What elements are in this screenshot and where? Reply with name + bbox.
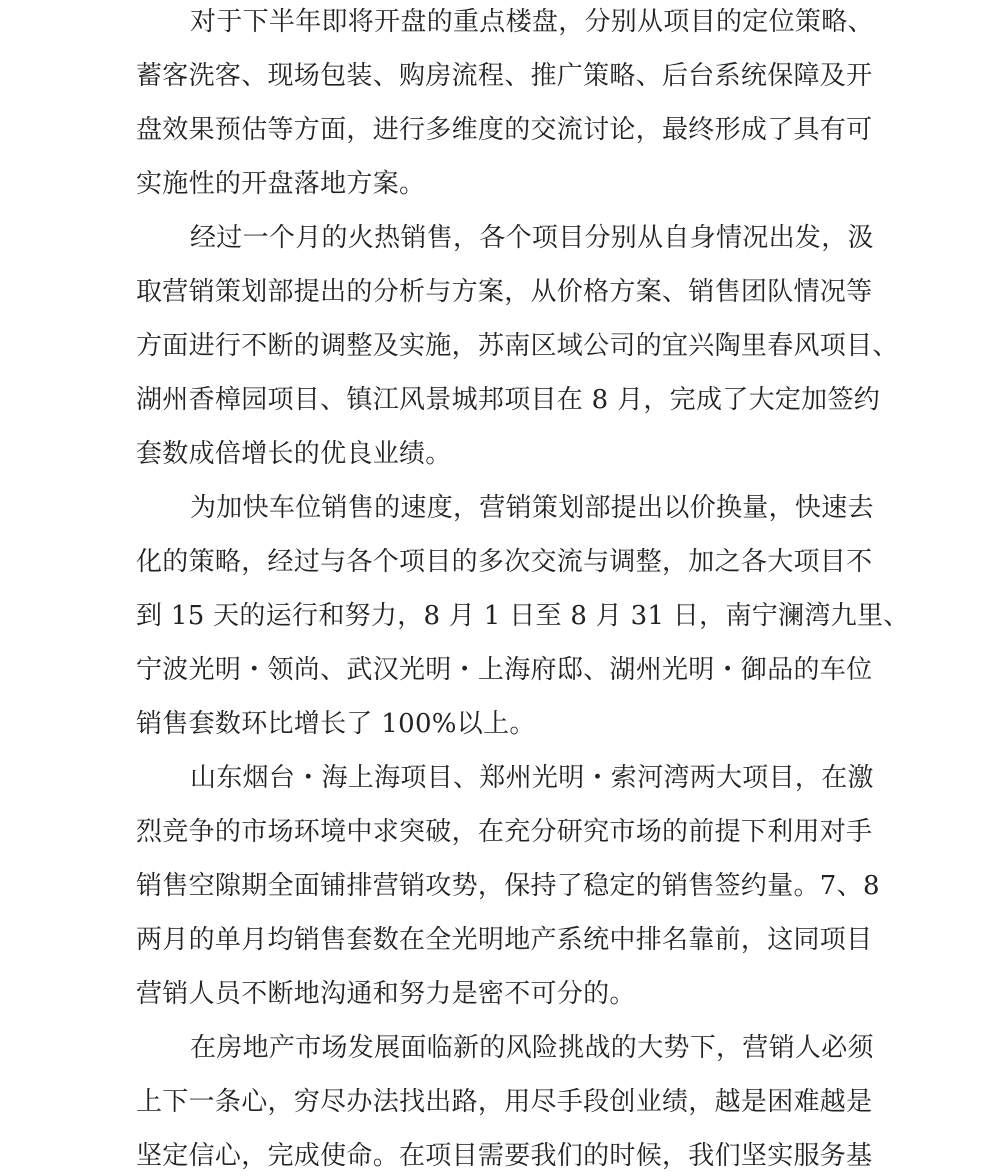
paragraph-3-line-4: 宁波光明・领尚、武汉光明・上海府邸、湖州光明・御品的车位 bbox=[136, 655, 873, 685]
paragraph-2-line-4: 湖州香樟园项目、镇江风景城邦项目在 8 月，完成了大定加签约 bbox=[136, 385, 881, 415]
paragraph-4-line-1: 山东烟台・海上海项目、郑州光明・索河湾两大项目，在激 bbox=[190, 763, 874, 793]
paragraph-2-line-3: 方面进行不断的调整及实施，苏南区域公司的宜兴陶里春风项目、 bbox=[136, 331, 899, 361]
paragraph-4-line-2: 烈竞争的市场环境中求突破，在充分研究市场的前提下利用对手 bbox=[136, 817, 873, 847]
paragraph-1-line-4: 实施性的开盘落地方案。 bbox=[136, 169, 426, 199]
paragraph-2-line-2: 取营销策划部提出的分析与方案，从价格方案、销售团队情况等 bbox=[136, 277, 873, 307]
paragraph-4-line-3: 销售空隙期全面铺排营销攻势，保持了稳定的销售签约量。7、8 bbox=[136, 871, 880, 901]
paragraph-2-line-1: 经过一个月的火热销售，各个项目分别从自身情况出发，汲 bbox=[190, 223, 874, 253]
paragraph-3-line-3: 到 15 天的运行和努力，8 月 1 日至 8 月 31 日，南宁澜湾九里、 bbox=[136, 601, 910, 631]
paragraph-1-line-3: 盘效果预估等方面，进行多维度的交流讨论，最终形成了具有可 bbox=[136, 115, 873, 145]
paragraph-5-line-2: 上下一条心，穷尽办法找出路，用尽手段创业绩，越是困难越是 bbox=[136, 1087, 873, 1117]
paragraph-1-line-1: 对于下半年即将开盘的重点楼盘，分别从项目的定位策略、 bbox=[190, 7, 874, 37]
paragraph-2-line-5: 套数成倍增长的优良业绩。 bbox=[136, 439, 452, 469]
paragraph-1-line-2: 蓄客洗客、现场包装、购房流程、推广策略、后台系统保障及开 bbox=[136, 61, 873, 91]
paragraph-3-line-5: 销售套数环比增长了 100%以上。 bbox=[136, 709, 536, 739]
paragraph-4-line-4: 两月的单月均销售套数在全光明地产系统中排名靠前，这同项目 bbox=[136, 925, 873, 955]
paragraph-3-line-1: 为加快车位销售的速度，营销策划部提出以价换量，快速去 bbox=[190, 493, 874, 523]
paragraph-5-line-1: 在房地产市场发展面临新的风险挑战的大势下，营销人必须 bbox=[190, 1033, 874, 1063]
paragraph-3-line-2: 化的策略，经过与各个项目的多次交流与调整，加之各大项目不 bbox=[136, 547, 873, 577]
paragraph-5-line-3: 坚定信心，完成使命。在项目需要我们的时候，我们坚实服务基 bbox=[136, 1141, 873, 1171]
paragraph-4-line-5: 营销人员不断地沟通和努力是密不可分的。 bbox=[136, 979, 636, 1009]
